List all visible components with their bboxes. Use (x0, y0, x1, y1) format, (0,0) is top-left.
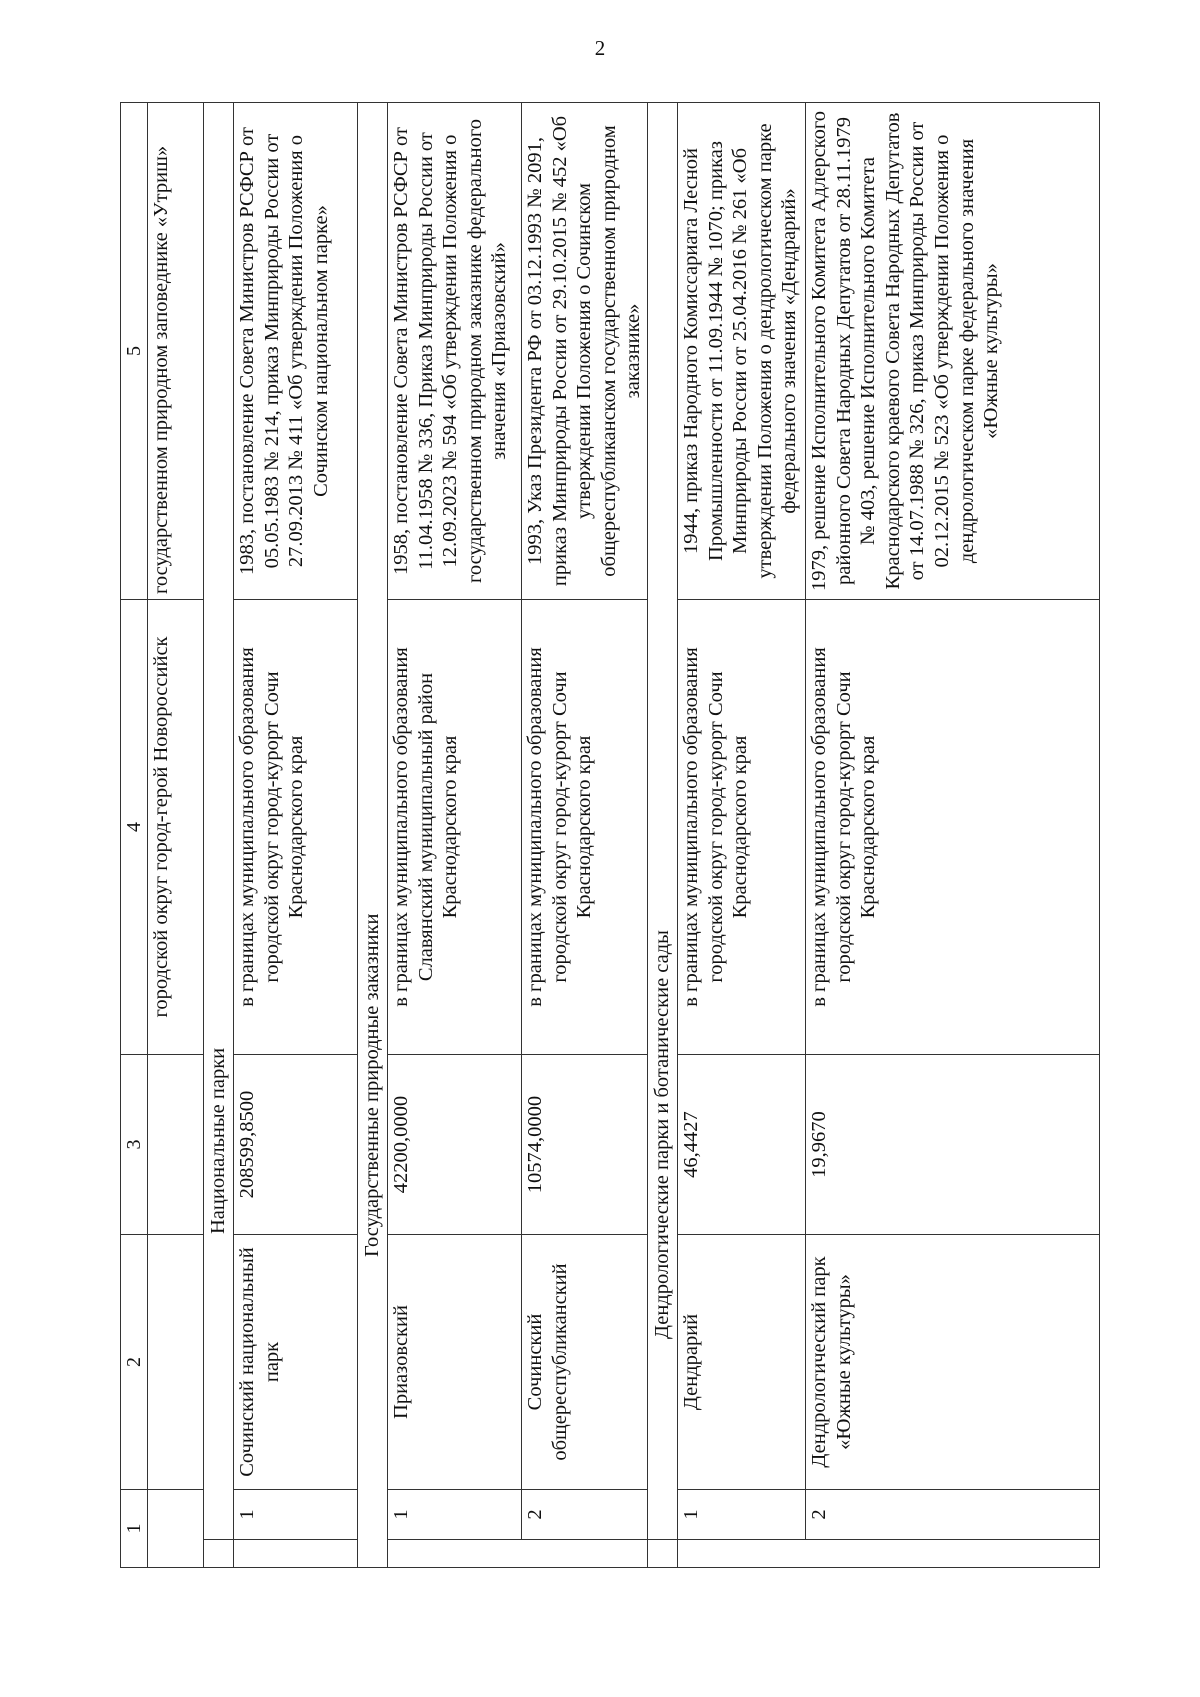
row-number: 1 (388, 1490, 522, 1540)
area-size: 19,9670 (805, 1055, 1099, 1235)
establishing-document: 1979, решение Исполнительного Комитета Адлерского районного Совета Народных Депутатов от 28.11.1979 № 403, решение Исполнительного Комитета Краснодарского краевого Совета Народных Депутатов от 14.07.1988 № 326, приказ Минприроды России от 02.12.2015 № 523 «Об утверждении Положения о дендрологическом парке федерального значения «Южные культуры» (805, 103, 1099, 600)
area-name: Сочинский национальный парк (234, 1235, 358, 1490)
column-number-5: 5 (121, 103, 148, 600)
table-row (677, 103, 805, 1568)
table-row (388, 103, 522, 1568)
continuation-row (148, 103, 204, 1568)
column-number-row (121, 103, 148, 1568)
area-name: Сочинский общереспубликанский (522, 1235, 648, 1490)
area-location: в границах муниципального образования городской округ город-курорт Сочи Краснодарского края (677, 600, 805, 1055)
area-location: в границах муниципального образования городской округ город-курорт Сочи Краснодарского края (805, 600, 1099, 1055)
section-national-parks (204, 103, 234, 1568)
column-number-3: 3 (121, 1055, 148, 1235)
continuation-document: государственном природном заповеднике «Утриш» (148, 103, 204, 600)
establishing-document: 1983, постановление Совета Министров РСФСР от 05.05.1983 № 214, приказ Минприроды России от 27.09.2013 № 411 «Об утверждении Положения о Сочинском национальном парке» (234, 103, 358, 600)
row-number: 1 (234, 1490, 358, 1540)
establishing-document: 1958, постановление Совета Министров РСФСР от 11.04.1958 № 336, Приказ Минприроды России от 12.09.2023 № 594 «Об утверждении Положения о государственном природном заказнике федерального значения «Приазовский» (388, 103, 522, 600)
establishing-document: 1993, Указ Президента РФ от 03.12.1993 № 2091, приказ Минприроды России от 29.10.2015 № 452 «Об утверждении Положения о Сочинском общереспубликанском государственном природном заказнике» (522, 103, 648, 600)
table-row (234, 103, 358, 1568)
page-number: 2 (594, 36, 606, 60)
section-title: Национальные парки (204, 103, 234, 1540)
area-name: Дендрарий (677, 1235, 805, 1490)
rotated-table-container (120, 103, 1100, 1568)
continuation-location: городской округ город-герой Новороссийск (148, 600, 204, 1055)
section-nature-reserves (358, 103, 388, 1568)
row-number: 1 (677, 1490, 805, 1540)
area-location: в границах муниципального образования городской округ город-курорт Сочи Краснодарского края (522, 600, 648, 1055)
row-number: 2 (522, 1490, 648, 1540)
area-size: 208599,8500 (234, 1055, 358, 1235)
column-number-1: 1 (121, 1490, 148, 1568)
column-number-4: 4 (121, 600, 148, 1055)
section-title: Государственные природные заказники (358, 103, 388, 1568)
row-number: 2 (805, 1490, 1099, 1540)
area-name: Приазовский (388, 1235, 522, 1490)
area-location: в границах муниципального образования Славянский муниципальный район Краснодарского края (388, 600, 522, 1055)
section-dendrological-parks (647, 103, 677, 1568)
area-size: 42200,0000 (388, 1055, 522, 1235)
column-number-2: 2 (121, 1235, 148, 1490)
area-location: в границах муниципального образования городской округ город-курорт Сочи Краснодарского края (234, 600, 358, 1055)
protected-areas-table (120, 102, 1100, 1568)
table-row (805, 103, 1099, 1568)
area-size: 46,4427 (677, 1055, 805, 1235)
area-name: Дендрологический парк «Южные культуры» (805, 1235, 1099, 1490)
area-size: 10574,0000 (522, 1055, 648, 1235)
table-row (522, 103, 648, 1568)
section-title: Дендрологические парки и ботанические сады (647, 103, 677, 1540)
establishing-document: 1944, приказ Народного Комиссариата Лесной Промышленности от 11.09.1944 № 1070; приказ Минприроды России от 25.04.2016 № 261 «Об утверждении Положения о дендрологическом парке федерального значения «Дендрарий» (677, 103, 805, 600)
